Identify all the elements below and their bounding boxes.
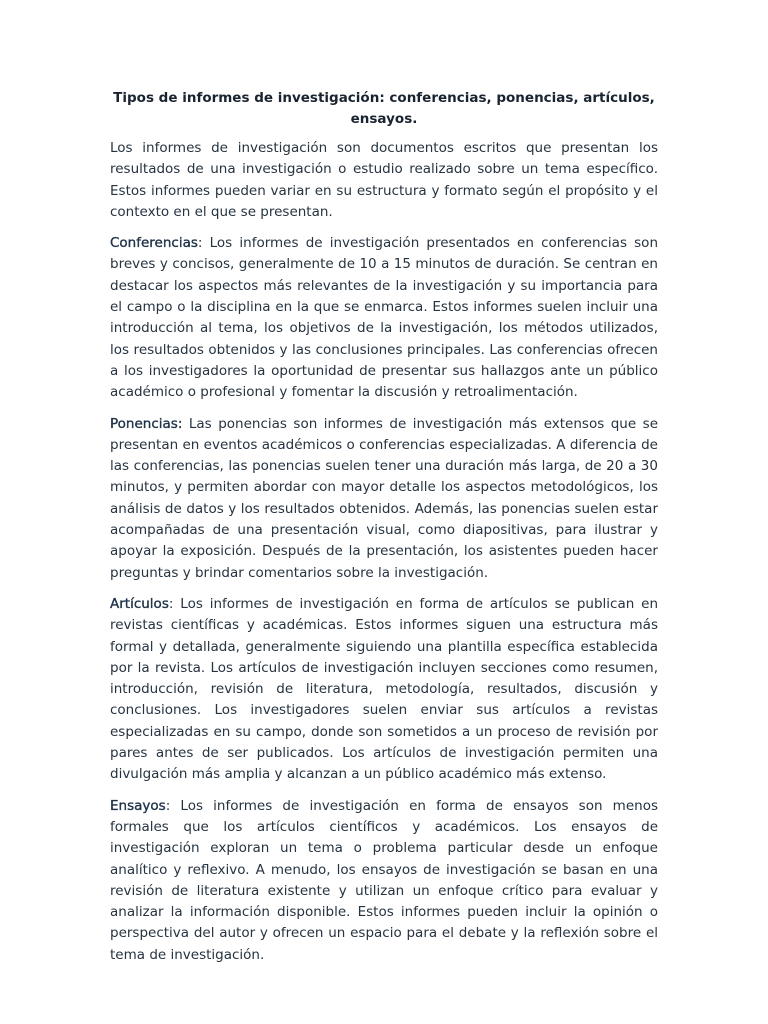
section-ensayos: [110, 796, 658, 966]
section-text: Los informes de investigación en forma de ensayos son menos formales que los artículos científicos y académicos. Los ensayos de investigación exploran un tema o problema particular desde un enfoque analítico y reflexivo. A menudo, los ensayos de investigación se basan en una revisión de literatura existente y utilizan un enfoque crítico para evaluar y analizar la información disponible. Estos informes pueden incluir la opinión o perspectiva del autor y ofrecen un espacio para el debate y la reflexión sobre el tema de investigación.: [110, 797, 658, 963]
document-title: Tipos de informes de investigación: conferencias, ponencias, artículos, ensayos.: [113, 90, 655, 127]
section-articulos: [110, 594, 658, 786]
section-separator: :: [168, 595, 174, 612]
section-ponencias: [110, 414, 658, 584]
section-text: Los informes de investigación presentados en conferencias son breves y concisos, generalmente de 10 a 15 minutos de duración. Se centran en destacar los aspectos más relevantes de la investigación y su importancia para el campo o la disciplina en la que se enmarca. Estos informes suelen incluir una introducción al tema, los objetivos de la investigación, los métodos utilizados, los resultados obtenidos y las conclusiones principales. Las conferencias ofrecen a los investigadores la oportunidad de presentar sus hallazgos ante un público académico o profesional y fomentar la discusión y retroalimentación.: [110, 235, 658, 401]
section-separator: :: [197, 235, 203, 252]
document-page: [110, 88, 658, 976]
intro-paragraph: Los informes de investigación son documentos escritos que presentan los resultados de una investigación o estudio realizado sobre un tema específico. Estos informes pueden variar en su estructura y formato según el propósito y el contexto en el que se presentan.: [110, 140, 658, 220]
section-term: Conferencias: [110, 235, 198, 252]
section-separator: :: [165, 797, 171, 814]
section-term: Artículos: [110, 595, 169, 612]
section-term: Ponencias:: [110, 415, 183, 432]
section-text: Las ponencias son informes de investigación más extensos que se presentan en eventos académicos o conferencias especializadas. A diferencia de las conferencias, las ponencias suelen tener una duración más larga, de 20 a 30 minutos, y permiten abordar con mayor detalle los aspectos metodológicos, los análisis de datos y los resultados obtenidos. Además, las ponencias suelen estar acompañadas de una presentación visual, como diapositivas, para ilustrar y apoyar la exposición. Después de la presentación, los asistentes pueden hacer preguntas y brindar comentarios sobre la investigación.: [110, 415, 658, 581]
section-text: Los informes de investigación en forma de artículos se publican en revistas científicas y académicas. Estos informes siguen una estructura más formal y detallada, generalmente siguiendo una plantilla específica establecida por la revista. Los artículos de investigación incluyen secciones como resumen, introducción, revisión de literatura, metodología, resultados, discusión y conclusiones. Los investigadores suelen enviar sus artículos a revistas especializadas en su campo, donde son sometidos a un proceso de revisión por pares antes de ser publicados. Los artículos de investigación permiten una divulgación más amplia y alcanzan a un público académico más extenso.: [110, 595, 658, 783]
section-conferencias: [110, 233, 658, 403]
section-term: Ensayos: [110, 797, 166, 814]
